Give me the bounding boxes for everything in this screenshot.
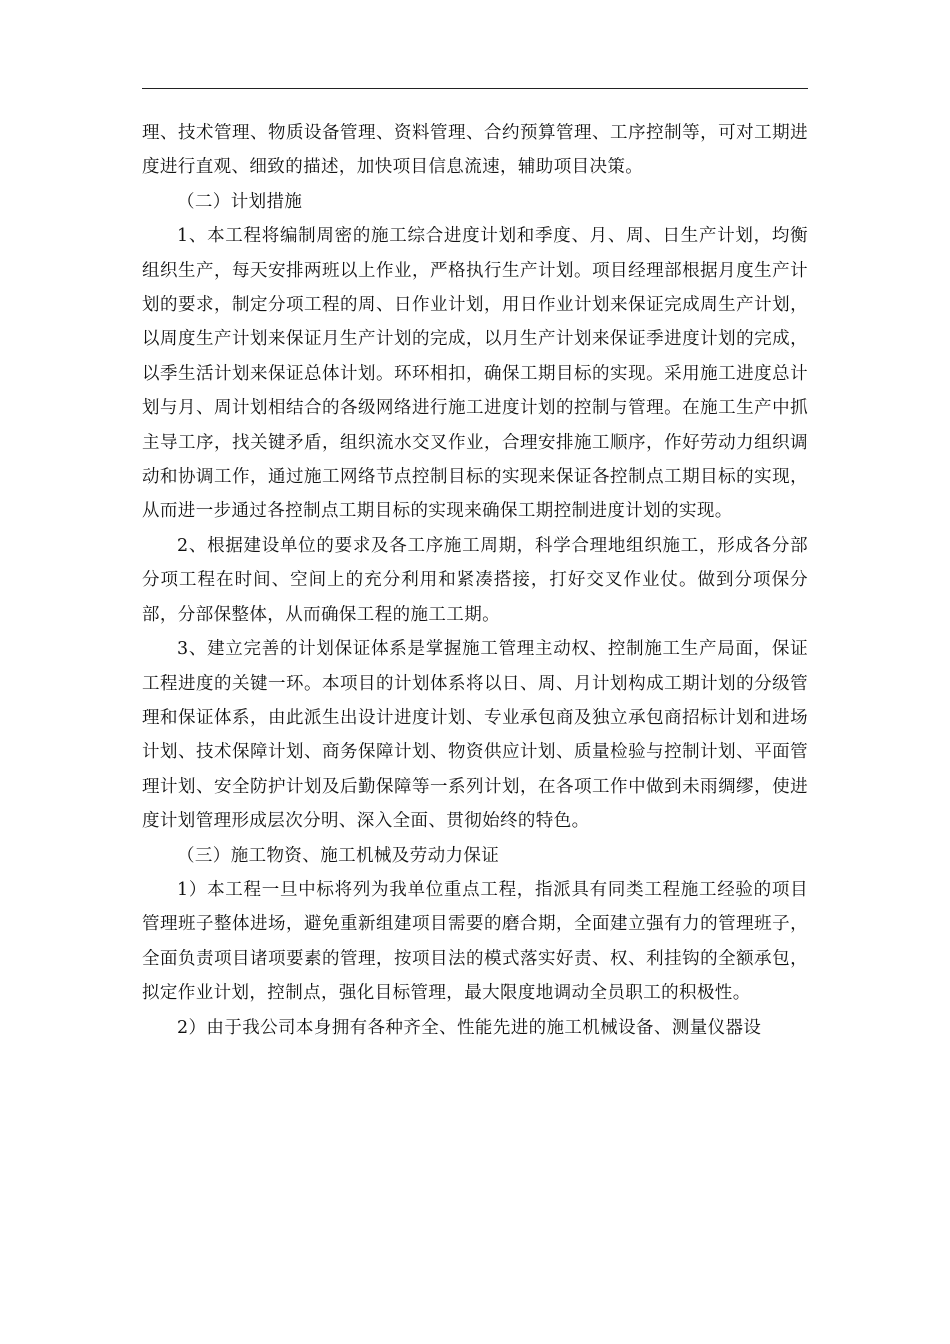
paragraph-plan-1: 1、本工程将编制周密的施工综合进度计划和季度、月、周、日生产计划，均衡组织生产，每天安排两班以上作业，严格执行生产计划。项目经理部根据月度生产计划的要求，制定分项工程的周、日作业计划，用日作业计划来保证完成周生产计划，以周度生产计划来保证月生产计划的完成，以月生产计划来保证季进度计划的完成，以季生活计划来保证总体计划。环环相扣，确保工期目标的实现。采用施工进度总计划与月、周计划相结合的各级网络进行施工进度计划的控制与管理。在施工生产中抓主导工序，找关键矛盾，组织流水交叉作业，合理安排施工顺序，作好劳动力组织调动和协调工作，通过施工网络节点控制目标的实现来保证各控制点工期目标的实现，从而进一步通过各控制点工期目标的实现来确保工期控制进度计划的实现。 [142,226,808,522]
paragraph-guarantee-1: 1）本工程一旦中标将列为我单位重点工程，指派具有同类工程施工经验的项目管理班子整体进场，避免重新组建项目需要的磨合期，全面建立强有力的管理班子，全面负责项目诸项要素的管理，按项目法的模式落实好责、权、利挂钩的全额承包，拟定作业计划，控制点，强化目标管理，最大限度地调动全员职工的积极性。 [142,879,808,1004]
paragraph-guarantee-2: 2）由于我公司本身拥有各种齐全、性能先进的施工机械设备、测量仪器设 [177,1017,762,1038]
section-heading-materials-machinery-labor: （三）施工物资、施工机械及劳动力保证 [177,845,500,866]
paragraph-plan-3: 3、建立完善的计划保证体系是掌握施工管理主动权、控制施工生产局面，保证工程进度的关键一环。本项目的计划体系将以日、周、月计划构成工期计划的分级管理和保证体系，由此派生出设计进度计划、专业承包商及独立承包商招标计划和进场计划、技术保障计划、商务保障计划、物资供应计划、质量检验与控制计划、平面管理计划、安全防护计划及后勤保障等一系列计划，在各项工作中做到未雨绸缪，使进度计划管理形成层次分明、深入全面、贯彻始终的特色。 [142,639,808,832]
header-rule [142,88,808,89]
document-body [142,116,808,1045]
paragraph-plan-2: 2、根据建设单位的要求及各工序施工周期，科学合理地组织施工，形成各分部分项工程在时间、空间上的充分利用和紧凑搭接，打好交叉作业仗。做到分项保分部，分部保整体，从而确保工程的施工工期。 [142,535,808,625]
paragraph-continuation: 理、技术管理、物质设备管理、资料管理、合约预算管理、工序控制等，可对工期进度进行直观、细致的描述，加快项目信息流速，辅助项目决策。 [142,123,808,178]
section-heading-plan-measures: （二）计划措施 [177,191,303,212]
